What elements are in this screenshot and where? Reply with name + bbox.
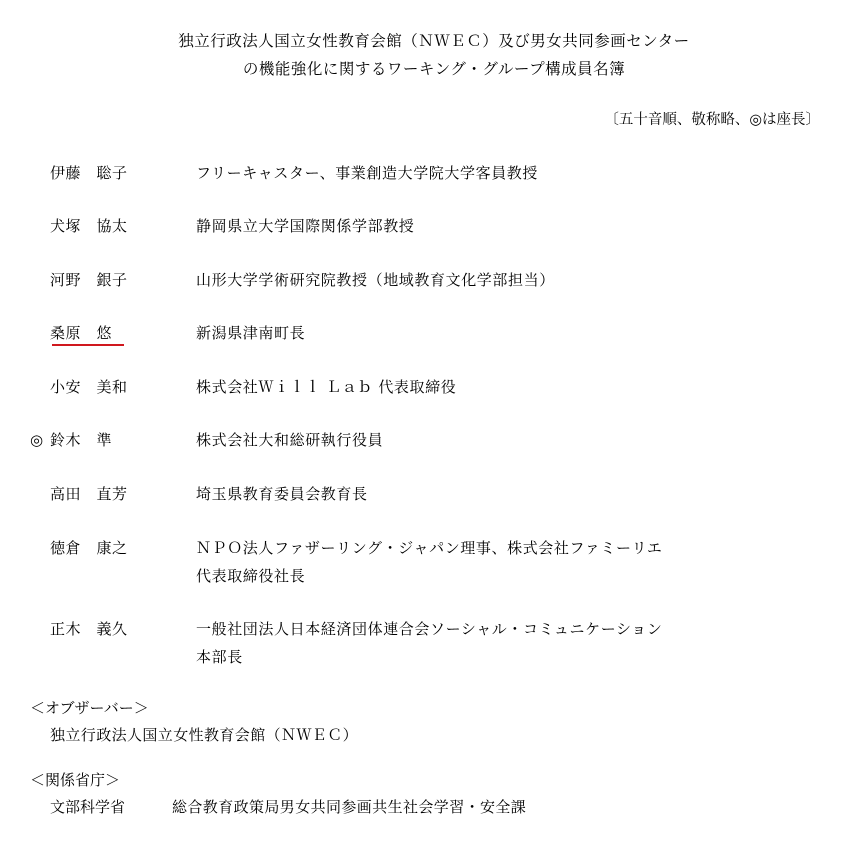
member-affiliation: フリーキャスター、事業創造大学院大学客員教授	[196, 164, 539, 182]
member-name: 小安 美和	[50, 378, 128, 396]
member-name: 伊藤 聡子	[50, 164, 128, 182]
member-name: 鈴木 準	[50, 431, 113, 449]
member-affiliation: 株式会社Ｗｉｌｌ Ｌａｂ 代表取締役	[196, 378, 457, 396]
ordering-note: 〔五十音順、敬称略、◎は座長〕	[604, 112, 820, 128]
member-affiliation: 山形大学学術研究院教授（地域教育文化学部担当）	[196, 271, 555, 289]
ministry-department: 総合教育政策局男女共同参画共生社会学習・安全課	[172, 798, 527, 816]
chair-mark: ◎	[30, 431, 44, 449]
member-name: 高田 直芳	[50, 485, 128, 503]
member-name: 徳倉 康之	[50, 539, 128, 557]
member-affiliation: 一般社団法人日本経済団体連合会ソーシャル・コミュニケーション	[196, 620, 663, 638]
member-affiliation: 新潟県津南町長	[196, 324, 306, 342]
document-title-line-2: の機能強化に関するワーキング・グループ構成員名簿	[242, 60, 626, 78]
member-affiliation: 株式会社大和総研執行役員	[196, 431, 384, 449]
member-affiliation: ＮＰＯ法人ファザーリング・ジャパン理事、株式会社ファミーリエ	[196, 539, 663, 557]
red-underline-mark	[52, 344, 124, 346]
member-affiliation: 埼玉県教育委員会教育長	[196, 485, 368, 503]
member-name: 正木 義久	[50, 620, 128, 638]
ministry-name: 文部科学省	[50, 798, 126, 816]
member-name: 桑原 悠	[50, 324, 113, 342]
member-affiliation: 静岡県立大学国際関係学部教授	[196, 217, 415, 235]
observer-body: 独立行政法人国立女性教育会館（ＮＷＥＣ）	[50, 726, 359, 744]
member-name: 河野 銀子	[50, 271, 128, 289]
ministries-heading: ＜関係省庁＞	[30, 771, 121, 789]
member-affiliation-continued: 本部長	[196, 648, 243, 666]
member-name: 犬塚 協太	[50, 217, 128, 235]
member-affiliation-continued: 代表取締役社長	[196, 567, 306, 585]
observer-heading: ＜オブザーバー＞	[30, 699, 149, 717]
document-title-line-1: 独立行政法人国立女性教育会館（ＮＷＥＣ）及び男女共同参画センター	[178, 32, 690, 50]
